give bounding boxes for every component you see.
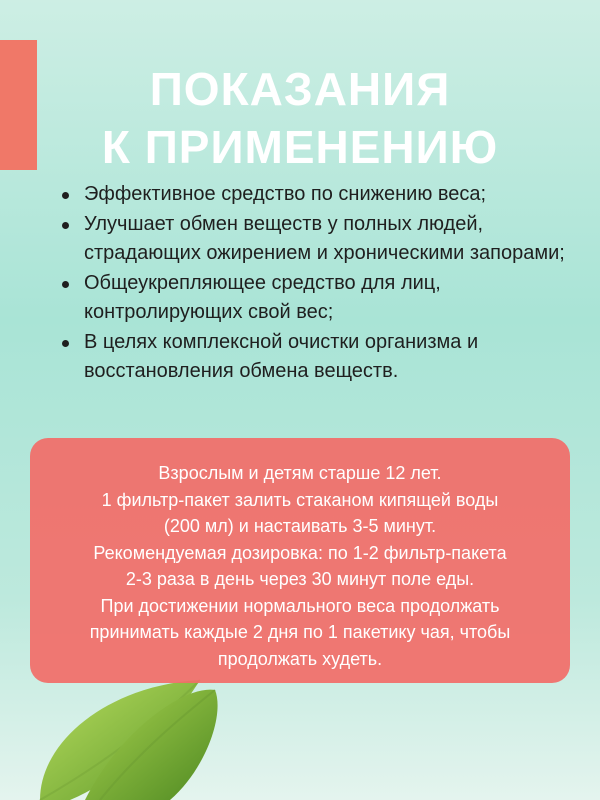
- list-item: В целях комплексной очистки организма и восстановления обмена веществ.: [58, 328, 570, 386]
- dosage-line: Рекомендуемая дозировка: по 1-2 фильтр-пакета: [93, 542, 507, 563]
- page-title: [0, 60, 600, 176]
- dosage-line: продолжать худеть.: [217, 648, 383, 669]
- dosage-line: (200 мл) и настаивать 3-5 минут.: [163, 516, 437, 536]
- list-item: Эффективное средство по снижению веса;: [58, 180, 570, 209]
- title-line-1: ПОКАЗАНИЯ: [149, 63, 451, 115]
- dosage-line: Взрослым и детям старше 12 лет.: [158, 463, 442, 483]
- dosage-line: При достижении нормального веса продолжать: [100, 595, 500, 616]
- title-line-2: К ПРИМЕНЕНИЮ: [101, 121, 499, 173]
- dosage-line: 1 фильтр-пакет залить стаканом кипящей воды: [101, 489, 499, 510]
- dosage-text: [30, 460, 570, 672]
- list-item: Улучшает обмен веществ у полных людей, страдающих ожирением и хроническими запорами;: [58, 210, 570, 268]
- list-item: Общеукрепляющее средство для лиц, контролирующих свой вес;: [58, 269, 570, 327]
- dosage-line: 2-3 раза в день через 30 минут поле еды.: [125, 569, 475, 589]
- dosage-line: принимать каждые 2 дня по 1 пакетику чая, чтобы: [89, 622, 511, 642]
- indications-list: [58, 180, 570, 387]
